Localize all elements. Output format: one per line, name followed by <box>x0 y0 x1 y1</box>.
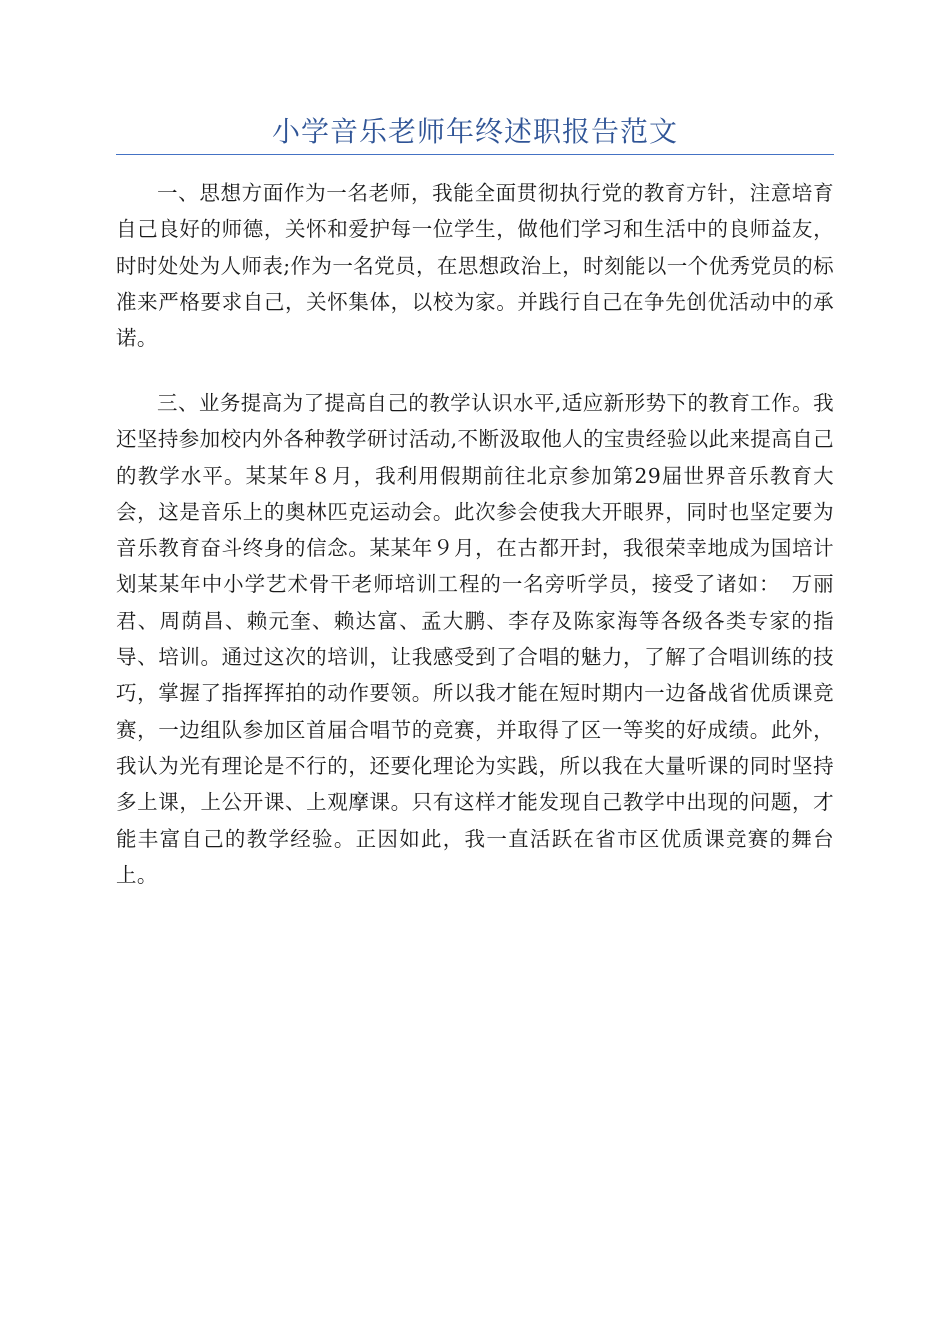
title-underline <box>116 154 834 155</box>
paragraph-ideology: 一、思想方面作为一名老师，我能全面贯彻执行党的教育方针，注意培育自己良好的师德，关怀和爱护每一位学生，做他们学习和生活中的良师益友，时时处处为人师表;作为一名党员，在思想政治上，时刻能以一个优秀党员的标准来严格要求自己，关怀集体，以校为家。并践行自己在争先创优活动中的承诺。 <box>116 181 834 351</box>
paragraph-professional-growth: 三、业务提高为了提高自己的教学认识水平,适应新形势下的教育工作。我还坚持参加校内外各种教学研讨活动,不断汲取他人的宝贵经验以此来提高自己的教学水平。某某年８月，我利用假期前往北京参加第29届世界音乐教育大会，这是音乐上的奥林匹克运动会。此次参会使我大开眼界，同时也坚定要为音乐教育奋斗终身的信念。某某年９月，在古都开封，我很荣幸地成为国培计划某某年中小学艺术骨干老师培训工程的一名旁听学员，接受了诸如： 万丽君、周荫昌、赖元奎、赖达富、孟大鹏、李存及陈家海等各级各类专家的指导、培训。通过这次的培训，让我感受到了合唱的魅力，了解了合唱训练的技巧，掌握了指挥挥拍的动作要领。所以我才能在短时期内一边备战省优质课竞赛，一边组队参加区首届合唱节的竞赛，并取得了区一等奖的好成绩。此外，我认为光有理论是不行的，还要化理论为实践，所以我在大量听课的同时坚持多上课，上公开课、上观摩课。只有这样才能发现自己教学中出现的问题，才能丰富自己的教学经验。正因如此，我一直活跃在省市区优质课竞赛的舞台上。 <box>116 391 834 887</box>
document-title: 小学音乐老师年终述职报告范文 <box>271 115 678 148</box>
